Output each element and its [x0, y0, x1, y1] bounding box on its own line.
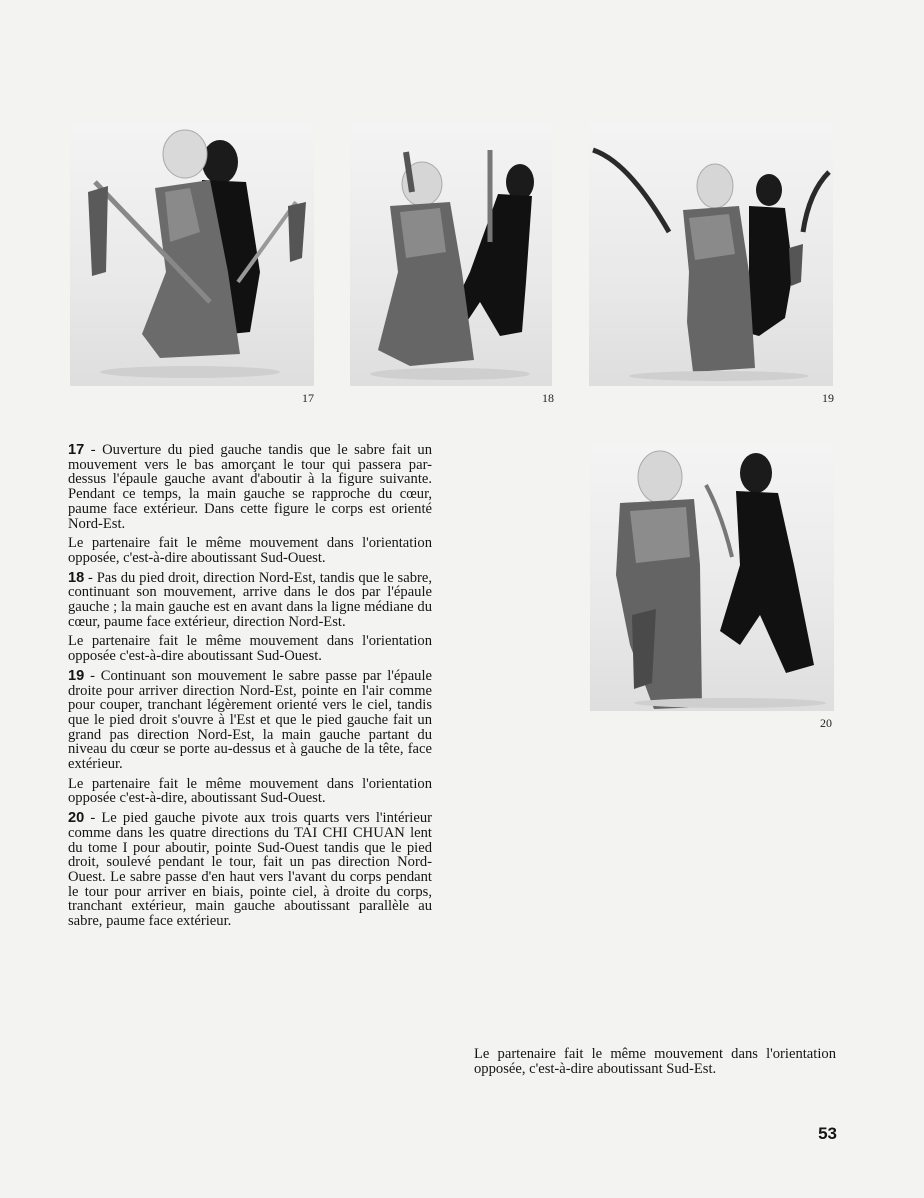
figure-17-illustration [70, 122, 314, 386]
figure-18-illustration [350, 122, 552, 386]
paragraph-step-17 [68, 443, 432, 531]
paragraph-step-18 [68, 571, 432, 630]
photo-figure-20 [590, 445, 834, 711]
paragraph-step-20 [68, 811, 432, 929]
paragraph-text: - Continuant son mouvement le sabre passe par l'épaule droite pour arriver direction Nord-Est, pointe en l'air comme pour couper, tranchant légèrement orienté vers le ciel, tandis que le pied droit s'ouvre à l'Est et que le pied gauche fait un grand pas direction Nord-Est, la main gauche partant du niveau du cœur se porte au-dessus et à gauche de la tête, face extérieur. [68, 667, 432, 773]
partner-note-20: Le partenaire fait le même mouvement dans l'orientation opposée, c'est-à-dire aboutissant Sud-Est. [474, 1046, 836, 1077]
paragraph-partner-19 [68, 777, 432, 806]
paragraph-text: - Ouverture du pied gauche tandis que le sabre fait un mouvement vers le bas amorçant le tour qui passera par-dessus l'épaule gauche avant d'aboutir à la figure suivante. Pendant ce temps, la main gauche se rapproche du cœur, paume face extérieur. Dans cette figure le corps est orienté Nord-Est. [68, 442, 432, 532]
step-number-20: 20 [68, 810, 85, 827]
paragraph-partner-18 [68, 634, 432, 663]
caption-figure-20: 20 [820, 716, 832, 730]
step-number-19: 19 [68, 667, 85, 684]
paragraph-text: Le partenaire fait le même mouvement dans l'orientation opposée c'est-à-dire, aboutissant Sud-Ouest. [68, 775, 432, 807]
step-number-17: 17 [68, 442, 85, 458]
paragraph-step-19 [68, 669, 432, 772]
figure-19-illustration [589, 122, 833, 386]
figure-20-illustration [590, 445, 834, 711]
photo-figure-19 [589, 122, 833, 386]
caption-figure-18: 18 [542, 391, 554, 405]
step-number-18: 18 [68, 569, 85, 586]
caption-figure-19: 19 [822, 391, 834, 405]
paragraph-text: - Pas du pied droit, direction Nord-Est, tandis que le sabre, continuant son mouvement, arrive dans le dos par l'épaule gauche ; la main gauche est en avant dans la ligne médiane du cœur, paume face extérieur, direction Nord-Est. [68, 569, 432, 630]
paragraph-text: Le partenaire fait le même mouvement dans l'orientation opposée, c'est-à-dire aboutissant Sud-Ouest. [68, 535, 432, 566]
paragraph-partner-17 [68, 536, 432, 565]
caption-figure-17: 17 [302, 391, 314, 405]
paragraph-text: - Le pied gauche pivote aux trois quarts vers l'intérieur comme dans les quatre directions du TAI CHI CHUAN lent du tome I pour aboutir, pointe Sud-Ouest tandis que le pied droit, soulevé pendant le tour, fait un pas direction Nord-Ouest. Le sabre passe d'en haut vers l'avant du corps pendant le tour pour arriver en biais, pointe ciel, à droite du corps, tranchant extérieur, main gauche aboutissant parallèle au sabre, paume face extérieur. [68, 810, 432, 930]
photo-figure-18 [350, 122, 552, 386]
instructions-column [68, 443, 432, 934]
photo-figure-17 [70, 122, 314, 386]
paragraph-text: Le partenaire fait le même mouvement dans l'orientation opposée c'est-à-dire aboutissant Sud-Ouest. [68, 633, 432, 665]
page-number: 53 [818, 1124, 837, 1143]
